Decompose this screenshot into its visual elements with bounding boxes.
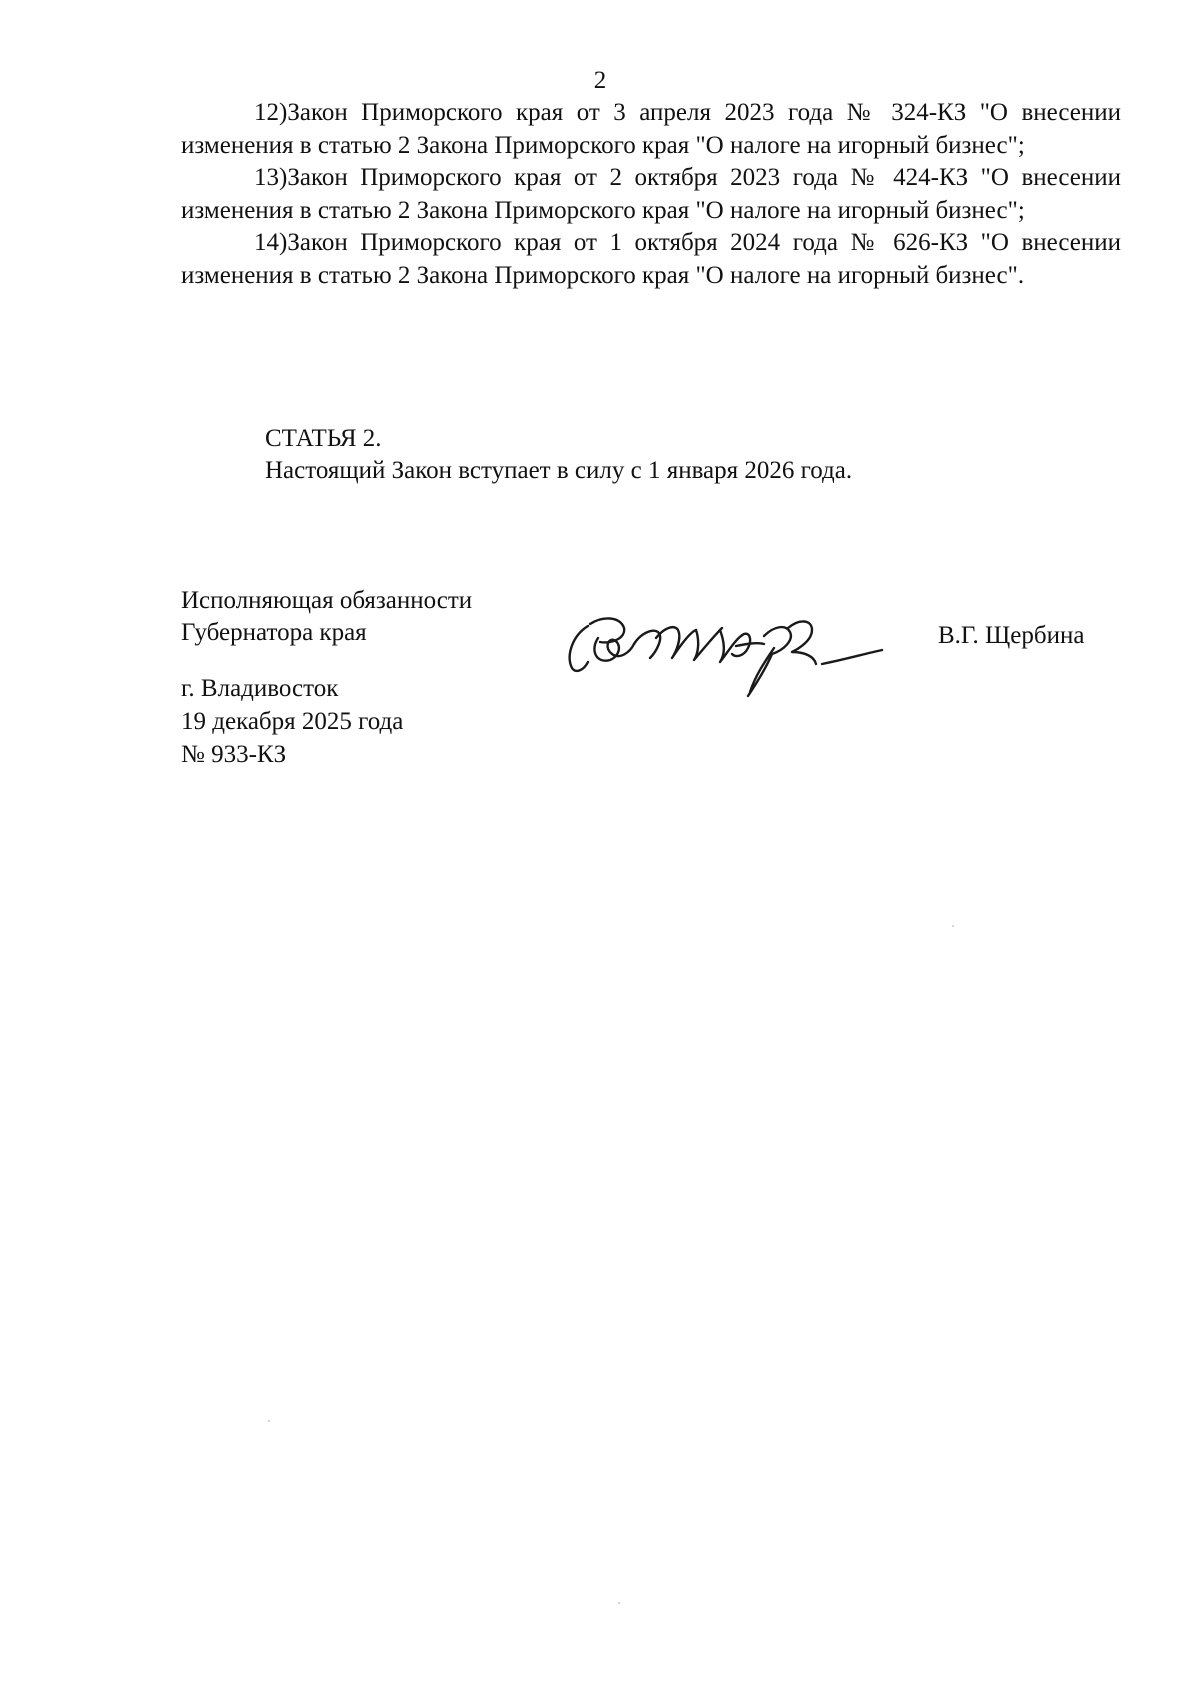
signer-title-line-2: Губернатора края	[181, 619, 367, 646]
amendment-item-13	[181, 162, 1121, 227]
handwritten-signature	[560, 598, 900, 706]
amendment-item-14	[181, 227, 1121, 292]
amendment-text: Закон Приморского края от 1 октября 2024 года № 626-КЗ "О внесении изменения в статью 2 Закона Приморского края "О налоге на игорный бизнес".	[181, 229, 1121, 289]
scan-speck	[618, 1602, 620, 1604]
date: 19 декабря 2025 года	[181, 708, 404, 735]
amendment-text: Закон Приморского края от 3 апреля 2023 года № 324-КЗ "О внесении изменения в статью 2 Закона Приморского края "О налоге на игорный бизнес";	[181, 99, 1121, 159]
article-2	[265, 423, 1125, 487]
article-heading: СТАТЬЯ 2.	[265, 425, 382, 452]
amendment-number: 12)	[254, 99, 288, 126]
city: г. Владивосток	[181, 675, 339, 702]
article-text: Настоящий Закон вступает в силу с 1 января 2026 года.	[265, 457, 853, 484]
amendment-text: Закон Приморского края от 2 октября 2023 года № 424-КЗ "О внесении изменения в статью 2 Закона Приморского края "О налоге на игорный бизнес";	[181, 164, 1121, 224]
signer-title	[181, 585, 472, 649]
signer-name: В.Г. Щербина	[938, 622, 1085, 649]
scan-speck	[268, 1420, 270, 1422]
signer-title-line-1: Исполняющая обязанности	[181, 587, 473, 614]
amendment-number: 13)	[254, 164, 288, 191]
amendment-number: 14)	[254, 229, 288, 256]
law-number: № 933-КЗ	[181, 741, 287, 768]
scan-speck	[952, 925, 954, 927]
amendments-list	[181, 97, 1121, 292]
amendment-item-12	[181, 97, 1121, 162]
page-number: 2	[593, 67, 607, 94]
place-and-date	[181, 672, 403, 771]
